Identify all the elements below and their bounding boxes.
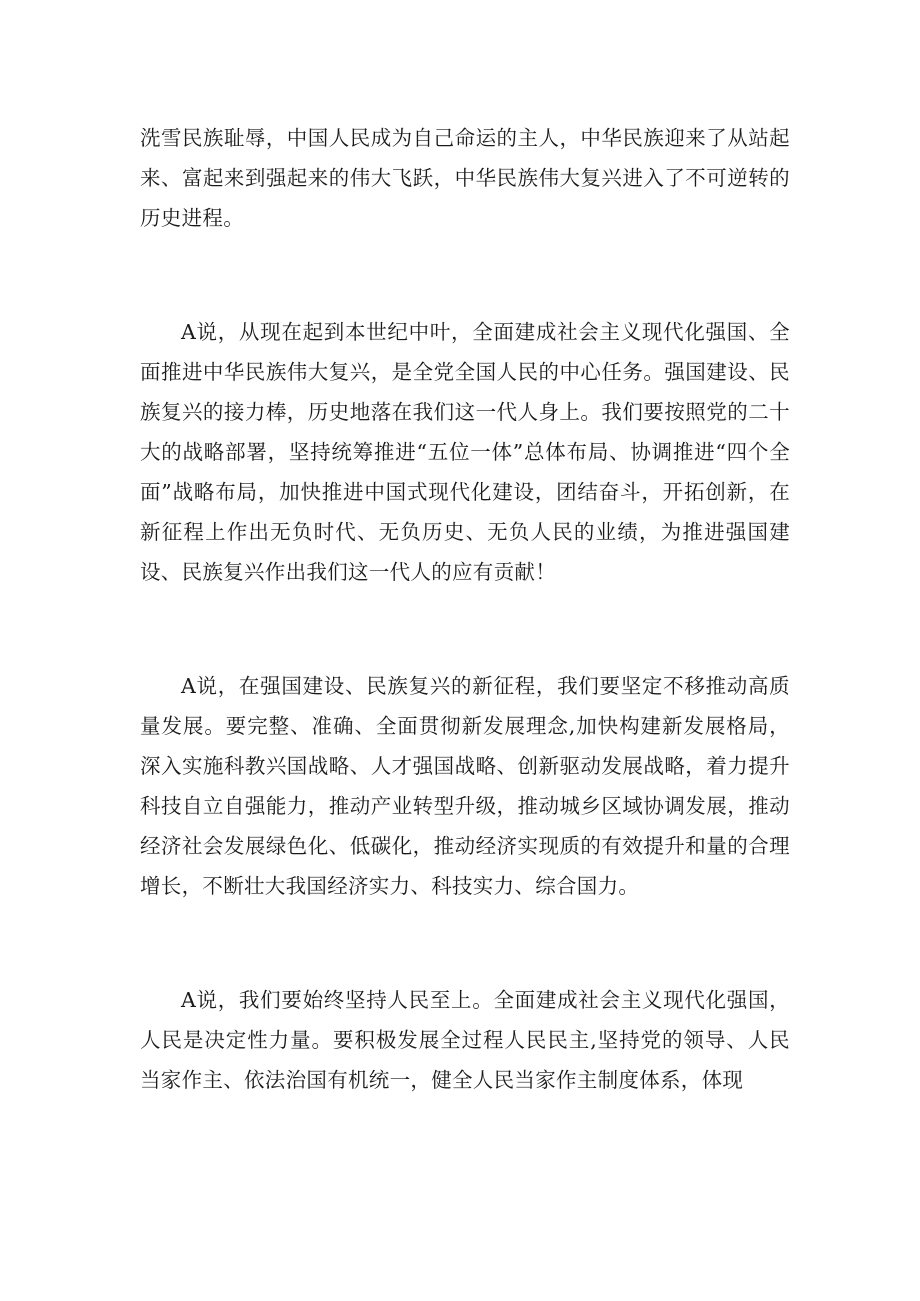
paragraph-4: A说，我们要始终坚持人民至上。全面建成社会主义现代化强国，人民是决定性力量。要积极发展全过程人民民主,坚持党的领导、人民当家作主、依法治国有机统一，健全人民当家作主制度体系，体现 (140, 988, 790, 1092)
paragraph-2: A说，从现在起到本世纪中叶，全面建成社会主义现代化强国、全面推进中华民族伟大复兴，是全党全国人民的中心任务。强国建设、民族复兴的接力棒，历史地落在我们这一代人身上。我们要按照党的二十大的战略部署，坚持统筹推进“五位一体”总体布局、协调推进“四个全面”战略布局，加快推进中国式现代化建设，团结奋斗，开拓创新，在新征程上作出无负时代、无负历史、无负人民的业绩，为推进强国建设、民族复兴作出我们这一代人的应有贡献！ (140, 320, 790, 584)
document-body (140, 118, 790, 1174)
paragraph-1: 洗雪民族耻辱，中国人民成为自己命运的主人，中华民族迎来了从站起来、富起来到强起来的伟大飞跃，中华民族伟大复兴进入了不可逆转的历史进程。 (140, 126, 790, 230)
paragraph-3: A说，在强国建设、民族复兴的新征程，我们要坚定不移推动高质量发展。要完整、准确、全面贯彻新发展理念,加快构建新发展格局，深入实施科教兴国战略、人才强国战略、创新驱动发展战略，着力提升科技自立自强能力，推动产业转型升级，推动城乡区域协调发展，推动经济社会发展绿色化、低碳化，推动经济实现质的有效提升和量的合理增长，不断壮大我国经济实力、科技实力、综合国力。 (140, 674, 790, 898)
